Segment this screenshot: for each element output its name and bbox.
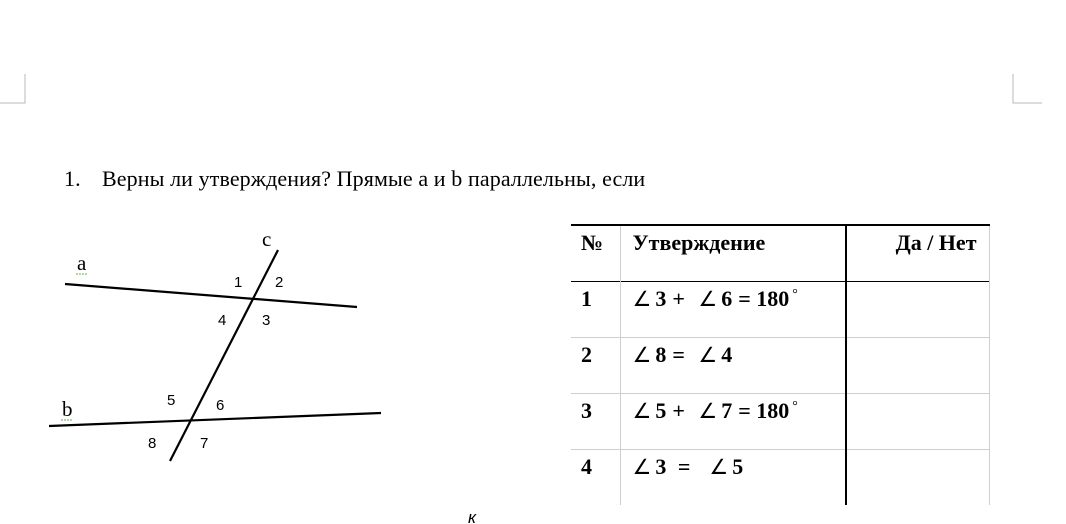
- answer-cell[interactable]: [846, 393, 989, 449]
- angle-number: 3: [655, 285, 667, 311]
- statement-cell: [620, 337, 846, 393]
- angle-label-7: 7: [200, 435, 209, 452]
- angle-symbol: ∠: [632, 454, 652, 479]
- statement-cell: [620, 393, 846, 449]
- angle-label-4: 4: [218, 312, 227, 329]
- angle-number: 5: [655, 397, 667, 423]
- angle-label-3: 3: [262, 312, 271, 329]
- table-header-row: [571, 225, 989, 281]
- angle-number: 7: [721, 397, 733, 423]
- row-number-cell: 4: [571, 449, 620, 505]
- angle-symbol: ∠: [698, 286, 718, 311]
- angle-symbol: ∠: [698, 398, 718, 423]
- degree-symbol: °: [792, 398, 798, 414]
- question-number: 1.: [64, 166, 81, 191]
- header-num: №: [571, 225, 620, 281]
- angle-number: 5: [732, 453, 744, 479]
- angle-label-5: 5: [167, 392, 176, 409]
- degree-symbol: °: [792, 286, 798, 302]
- statement-cell: [620, 281, 846, 337]
- angle-symbol: ∠: [632, 398, 652, 423]
- angle-symbol: ∠: [632, 286, 652, 311]
- angle-symbol: ∠: [698, 342, 718, 367]
- angle-label-2: 2: [275, 274, 284, 291]
- stray-mark: к: [468, 508, 477, 524]
- statements-table: [571, 224, 990, 505]
- angle-number: 8: [655, 341, 667, 367]
- statement-operator: = 180: [738, 397, 790, 423]
- answer-cell[interactable]: [846, 281, 989, 337]
- angle-symbol: ∠: [632, 342, 652, 367]
- answer-cell[interactable]: [846, 449, 989, 505]
- table-row: [571, 337, 989, 393]
- line-c-label: c: [262, 227, 272, 251]
- line-a-label: a: [77, 251, 87, 275]
- line-b: [49, 413, 381, 426]
- angle-label-1: 1: [234, 274, 243, 291]
- row-number-cell: 1: [571, 281, 620, 337]
- header-statement: Утверждение: [620, 225, 846, 281]
- angle-number: 3: [655, 453, 667, 479]
- row-number-cell: 2: [571, 337, 620, 393]
- angle-symbol: ∠: [709, 454, 729, 479]
- angle-number: 6: [721, 285, 733, 311]
- table-row: [571, 449, 989, 505]
- table-row: [571, 393, 989, 449]
- statement-cell: [620, 449, 846, 505]
- statement-operator: +: [672, 285, 691, 311]
- parallel-lines-figure: [0, 0, 400, 480]
- statement-operator: =: [672, 341, 691, 367]
- question-text: Верны ли утверждения? Прямые a и b параллельны, если: [102, 166, 646, 191]
- angle-number: 4: [721, 341, 733, 367]
- crop-mark-top-right: [1006, 0, 1066, 110]
- line-b-label: b: [62, 397, 73, 421]
- statement-operator: = 180: [738, 285, 790, 311]
- answer-cell[interactable]: [846, 337, 989, 393]
- line-c: [170, 250, 278, 461]
- statement-operator: +: [672, 397, 691, 423]
- line-a: [65, 284, 357, 307]
- statement-operator: =: [672, 453, 702, 479]
- header-answer: Да / Нет: [846, 225, 989, 281]
- table-row: [571, 281, 989, 337]
- angle-label-6: 6: [216, 397, 225, 414]
- row-number-cell: 3: [571, 393, 620, 449]
- angle-label-8: 8: [148, 435, 157, 452]
